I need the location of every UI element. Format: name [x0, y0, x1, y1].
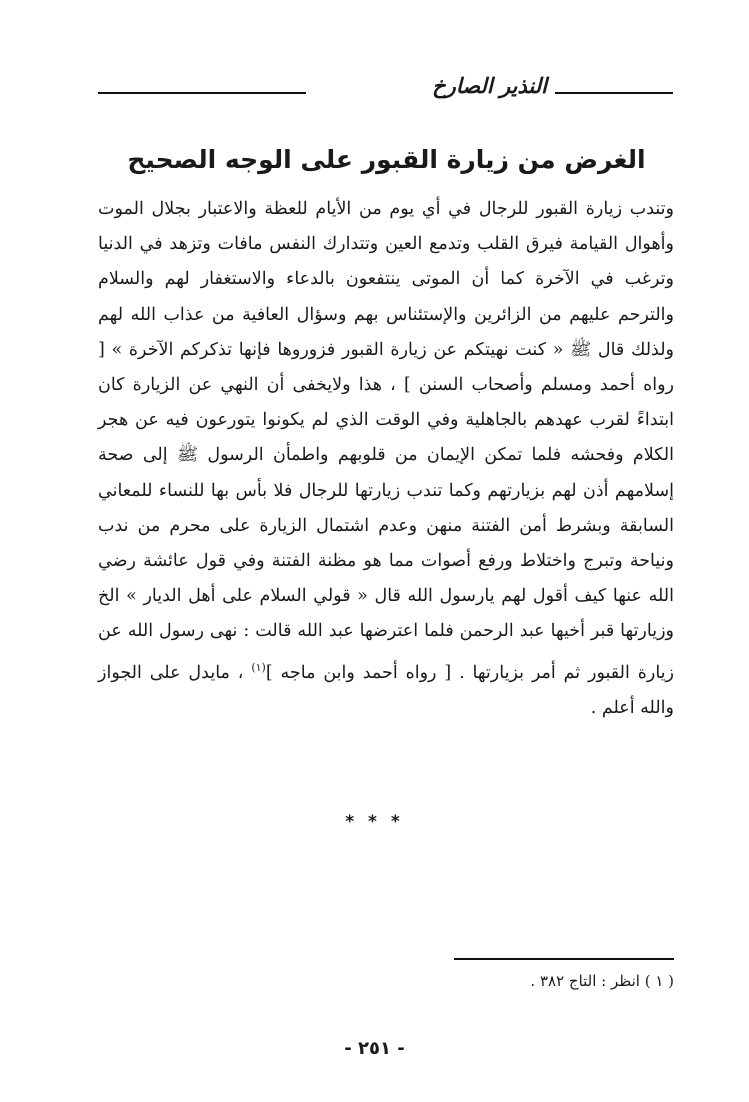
footnote-rule: [454, 958, 674, 960]
footnote: ( ١ ) انظر : التاج ٣٨٢ .: [530, 972, 674, 990]
body-text-end: ، مايدل على الجواز والله أعلم .: [98, 662, 674, 718]
page-number: - ٢٥١ -: [344, 1038, 405, 1059]
section-separator: * * *: [345, 812, 404, 832]
footnote-marker: (١): [251, 660, 266, 674]
header-rule-right: [555, 92, 673, 94]
header-rule-left: [98, 92, 306, 94]
running-header: [98, 72, 673, 102]
body-paragraph: [98, 192, 674, 726]
running-title: النذير الصارخ: [424, 72, 555, 100]
section-heading: الغرض من زيارة القبور على الوجه الصحيح: [127, 145, 646, 174]
body-text: وتندب زيارة القبور للرجال في أي يوم من الأيام للعظة والاعتبار بجلال الموت وأهوال القيامة فيرق القلب وتدمع العين وتتدارك النفس مافات وتزهد في الدنيا وترغب في الآخرة كما أن الموتى ينتفعون بالدعاء والاستغفار لهم والسلام والترحم عليهم من الزائرين والإستئناس بهم وسؤال العافية من عذاب الله لهم ولذلك قال ﷺ « كنت نهيتكم عن زيارة القبور فزوروها فإنها تذكركم الآخرة » [ رواه أحمد ومسلم وأصحاب السنن ] ، هذا ولايخفى أن النهي عن الزيارة كان ابتداءً لقرب عهدهم بالجاهلية وفي الوقت الذي لم يكونوا يتورعون فيه عن هجر الكلام وفحشه فلما تمكن الإيمان من قلوبهم واطمأن الرسول ﷺ إلى صحة إسلامهم أذن لهم بزيارتهم وكما تندب زيارتها للرجال فلا بأس بها للنساء للمعاني السابقة وبشرط أمن الفتنة منهن وعدم اشتمال الزيارة على محرم من ندب ونياحة وتبرج واختلاط ورفع أصوات مما هو مظنة الفتنة وفي قول عائشة رضي الله عنها كيف أقول لهم يارسول الله قال « قولي السلام على أهل الديار » الخ وزيارتها قبر أخيها عبد الرحمن فلما اعترضها عبد الله قالت : نهى رسول الله عن زيارة القبور ثم أمر بزيارتها . [ رواه أحمد وابن ماجه ]: [98, 199, 674, 683]
